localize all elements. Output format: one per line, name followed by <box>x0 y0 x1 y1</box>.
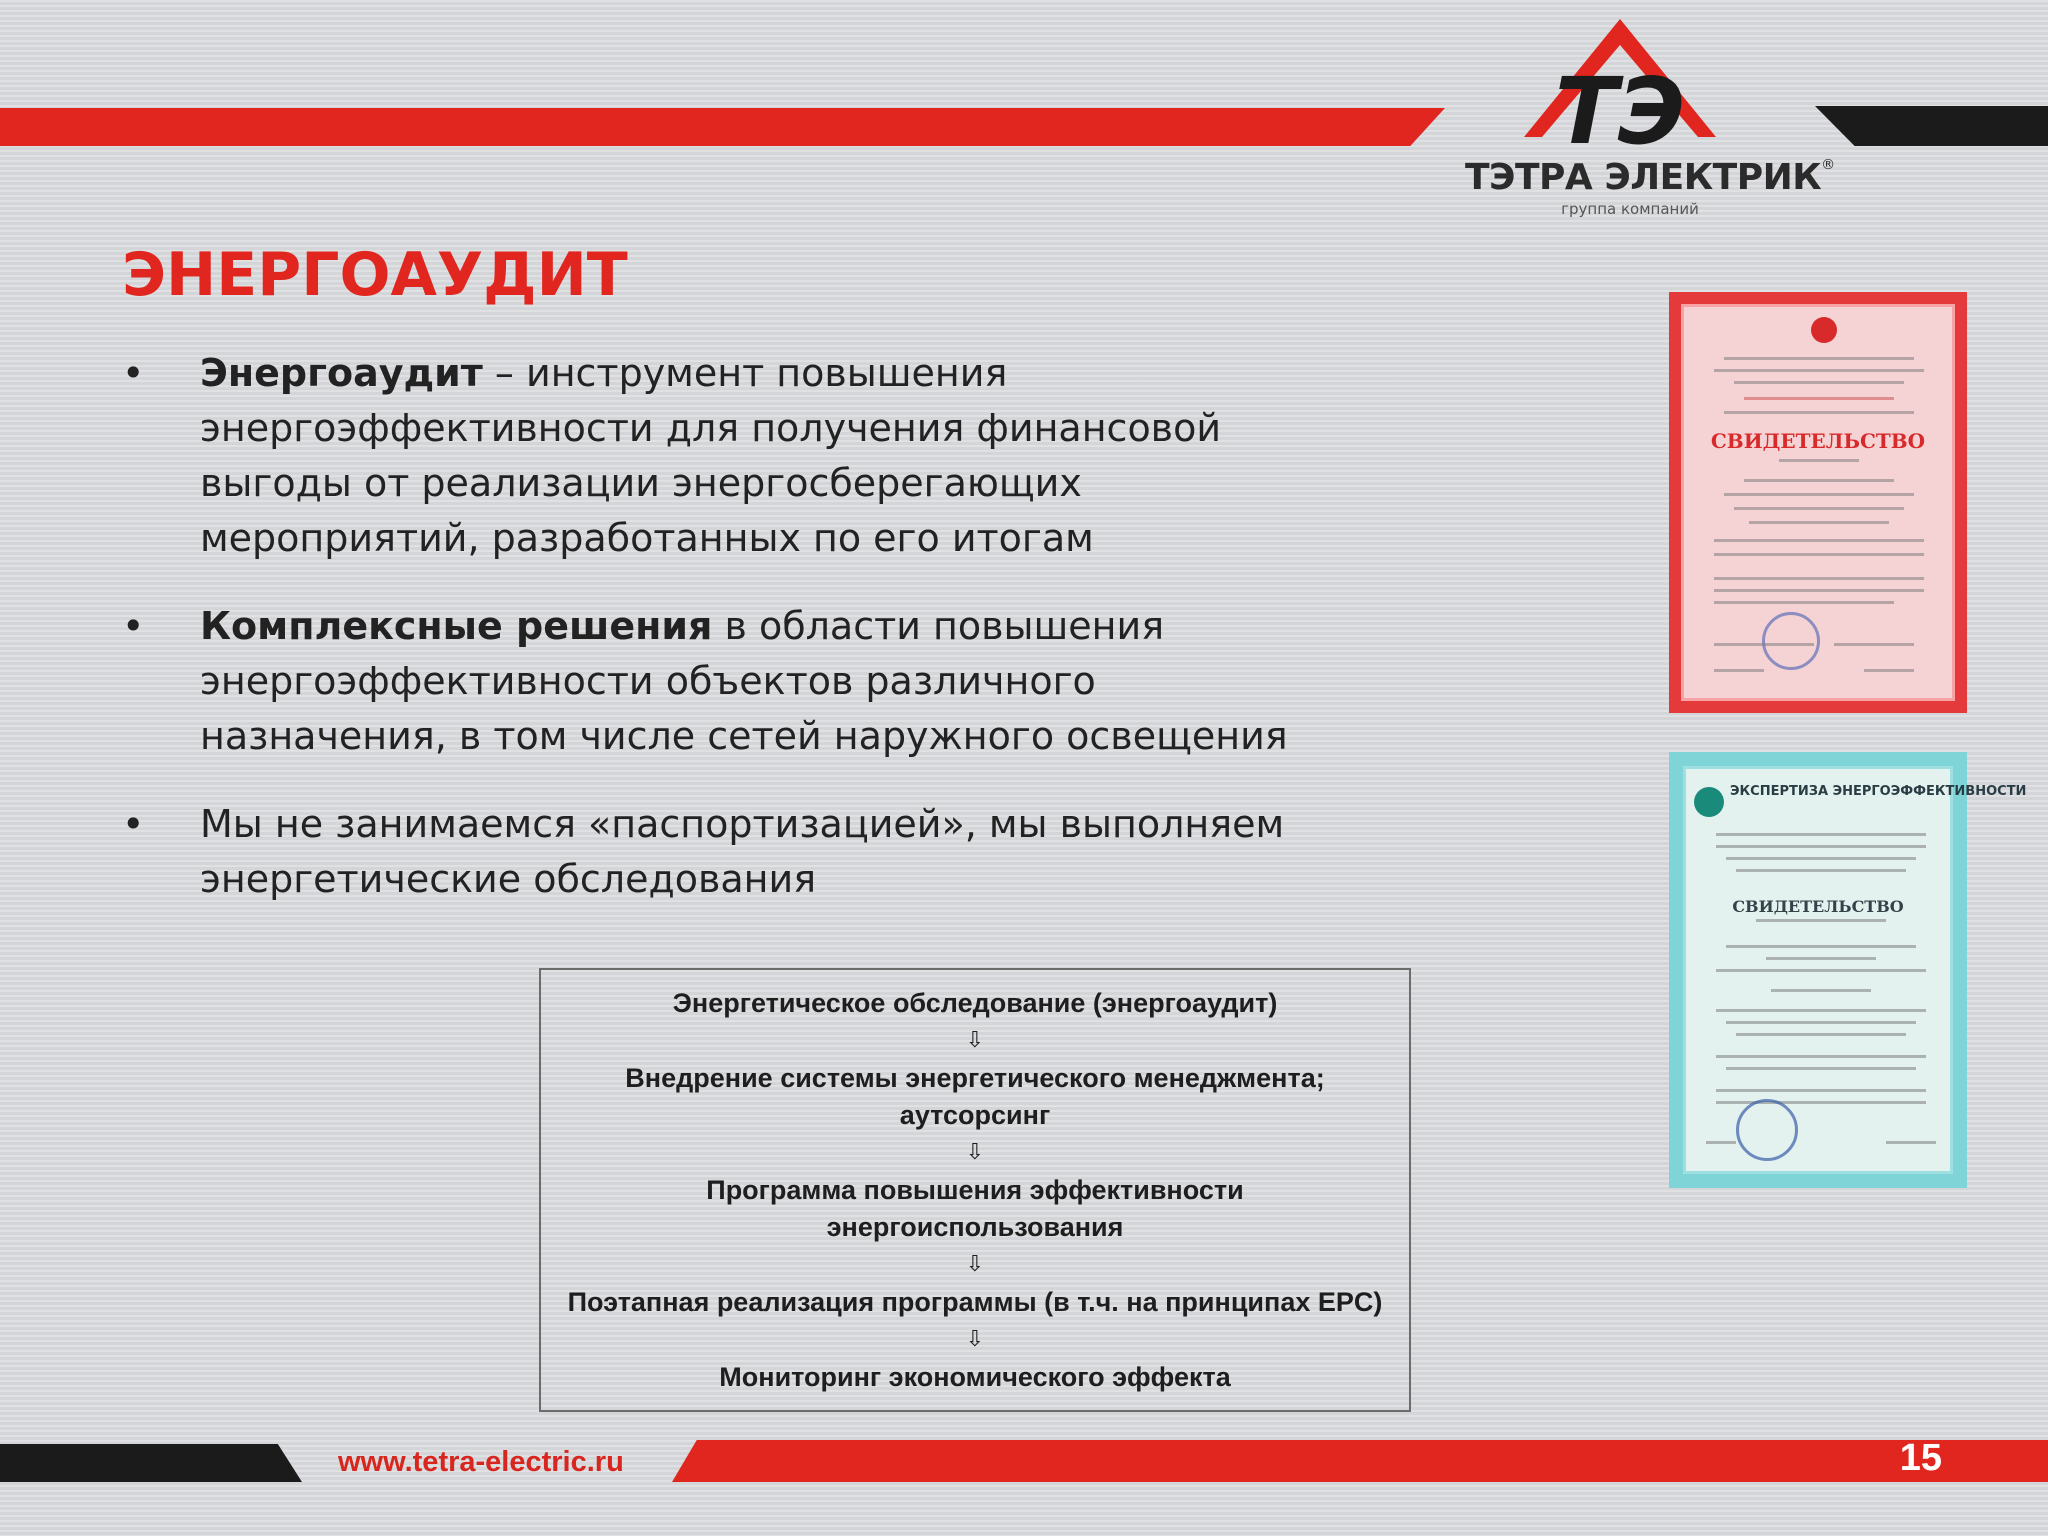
certificate-image-red <box>1669 292 1967 713</box>
bullet-bold: Комплексные решения <box>200 604 713 648</box>
logo-letters: ТЭ <box>1554 58 1686 165</box>
flow-step-4: Поэтапная реализация программы (в т.ч. на принципах EPC) <box>567 1286 1383 1317</box>
bullet-item-complex-solutions <box>122 599 1302 764</box>
bullet-text: в области повышения энергоэффективности объектов различного назначения, в том числе сетей наружного освещения <box>200 604 1288 758</box>
bullet-item-energy-audit <box>122 346 1302 566</box>
arrow-down-icon: ⇩ <box>965 1027 985 1053</box>
page-number: 15 <box>1899 1437 1942 1479</box>
bottom-black-bar <box>0 1444 302 1482</box>
process-flow-box <box>539 968 1411 1412</box>
flow-step-1: Энергетическое обследование (энергоаудит) <box>672 987 1278 1018</box>
bullet-text: – инструмент повышения энергоэффективности для получения финансовой выгоды от реализации энергосберегающих мероприятий, разработанных по его итогам <box>200 351 1222 560</box>
bullet-item-no-passportization <box>122 797 1302 907</box>
top-black-bar <box>1815 106 2048 146</box>
flow-step-3: Программа повышения эффективности энергоиспользования <box>706 1174 1244 1242</box>
flow-step-2: Внедрение системы энергетического менеджмента; аутсорсинг <box>625 1062 1325 1130</box>
bullet-text: Мы не занимаемся «паспортизацией», мы выполняем энергетические обследования <box>200 802 1285 901</box>
page-title: ЭНЕРГОАУДИТ <box>122 240 628 310</box>
bullet-bold: Энергоаудит <box>200 351 483 395</box>
bullet-marker: • <box>122 604 145 648</box>
bullet-marker: • <box>122 802 145 846</box>
bottom-red-bar <box>672 1440 2048 1482</box>
company-logo-icon <box>1520 15 1720 165</box>
certificate-title: СВИДЕТЕЛЬСТВО <box>1732 897 1904 916</box>
top-red-bar <box>0 108 1445 146</box>
arrow-down-icon: ⇩ <box>965 1251 985 1277</box>
certificate-header: ЭКСПЕРТИЗА ЭНЕРГОЭФФЕКТИВНОСТИ <box>1730 784 2027 799</box>
certificate-logo-icon <box>1811 317 1837 343</box>
arrow-down-icon: ⇩ <box>965 1326 985 1352</box>
bullet-list <box>122 346 1302 940</box>
stamp-seal-icon <box>1762 612 1820 670</box>
certificate-title: СВИДЕТЕЛЬСТВО <box>1710 429 1926 453</box>
stamp-seal-icon <box>1736 1099 1798 1161</box>
flow-step-5: Мониторинг экономического эффекта <box>719 1361 1231 1392</box>
website-link[interactable]: www.tetra-electric.ru <box>338 1446 624 1478</box>
logo-subtitle: группа компаний <box>1561 200 1699 218</box>
bullet-marker: • <box>122 351 145 395</box>
arrow-down-icon: ⇩ <box>965 1139 985 1165</box>
logo-name <box>1465 157 1835 198</box>
logo-name-text: ТЭТРА ЭЛЕКТРИК <box>1465 157 1822 198</box>
certificate-logo-icon <box>1694 787 1724 817</box>
certificate-image-teal <box>1669 752 2027 1188</box>
logo-registered-mark: ® <box>1821 157 1835 173</box>
